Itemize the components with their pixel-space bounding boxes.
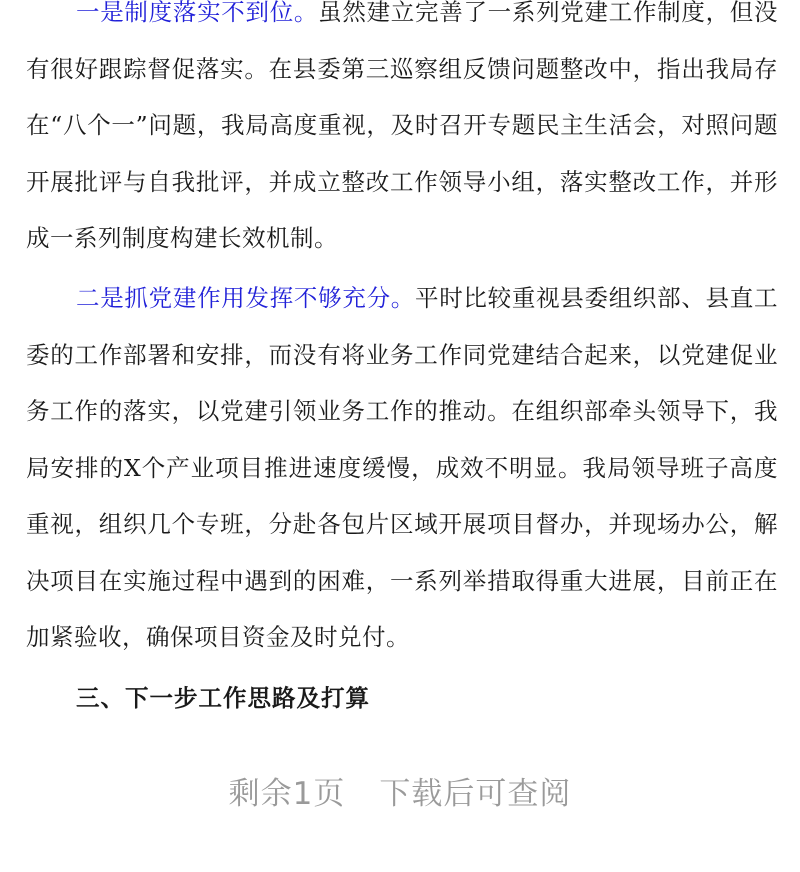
paragraph-party-building-role bbox=[26, 270, 778, 666]
download-prompt[interactable] bbox=[0, 768, 800, 813]
paragraph-lead-heading: 一是制度落实不到位。 bbox=[76, 0, 319, 26]
remaining-pages-label: 剩余1页 bbox=[228, 776, 346, 812]
paragraph-lead-heading: 二是抓党建作用发挥不够充分。 bbox=[76, 284, 415, 312]
paragraph-body: 虽然建立完善了一系列党建工作制度，但没有很好跟踪督促落实。在县委第三巡察组反馈问题整改中，指出我局存在“八个一”问题，我局高度重视，及时召开专题民主生活会，对照问题开展批评与自我批评，并成立整改工作领导小组，落实整改工作，并形成一系列制度构建长效机制。 bbox=[26, 0, 779, 252]
paragraph-body: 平时比较重视县委组织部、县直工委的工作部署和安排，而没有将业务工作同党建结合起来，以党建促业务工作的落实，以党建引领业务工作的推动。在组织部牵头领导下，我局安排的X个产业项目推进速度缓慢，成效不明显。我局领导班子高度重视，组织几个专班，分赴各包片区域开展项目督办，并现场办公，解决项目在实施过程中遇到的困难，一系列举措取得重大进展，目前正在加紧验收，确保项目资金及时兑付。 bbox=[26, 284, 778, 651]
section-heading: 三、下一步工作思路及打算 bbox=[76, 684, 370, 712]
download-to-view-link[interactable]: 下载后可查阅 bbox=[379, 776, 572, 812]
paragraph-institution-implementation bbox=[26, 0, 778, 267]
